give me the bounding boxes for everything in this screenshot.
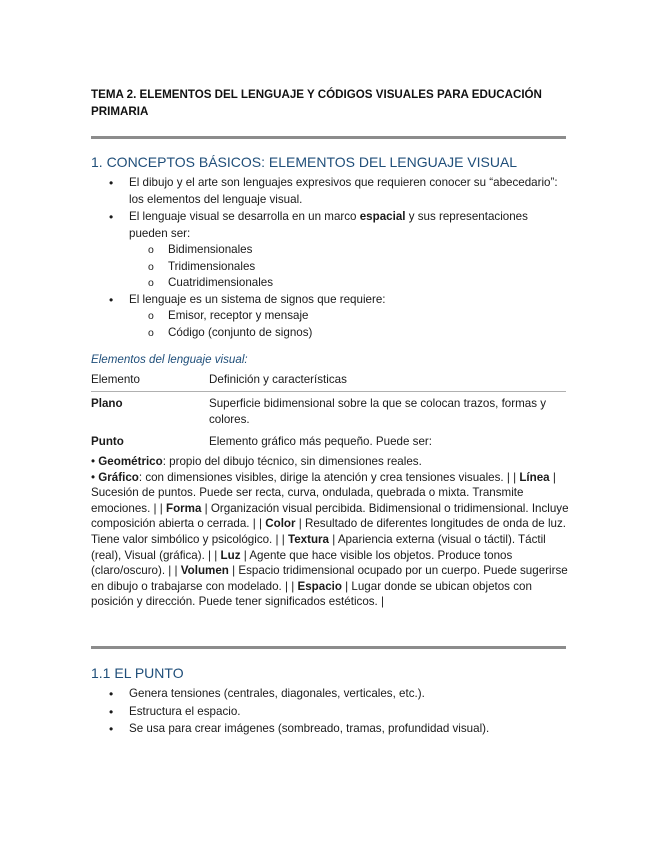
list-item: • Genera tensiones (centrales, diagonales, verticales, etc.). [91,686,566,703]
sub-list-item: o Código (conjunto de signos) [91,325,566,342]
section-heading-el-punto: 1.1 EL PUNTO [91,665,184,681]
section-heading-conceptos: 1. CONCEPTOS BÁSICOS: ELEMENTOS DEL LENGUAJE VISUAL [91,154,518,170]
table-cell-term: Punto [91,435,124,448]
sub-list-item: o Cuatridimensionales [91,275,566,292]
sub-list-item: o Bidimensionales [91,242,566,259]
column-header: Elemento [91,371,209,392]
list-item: • El dibujo y el arte son lenguajes expresivos que requieren conocer su “abecedario”: los elementos del lenguaje visual. [91,175,566,208]
table-header-row [91,371,566,392]
bold-term: espacial [359,210,406,223]
list-item: • Se usa para crear imágenes (sombreado, tramas, profundidad visual). [91,721,566,738]
punto-bullet-list [91,686,566,738]
table-cell-definition: Superficie bidimensional sobre la que se colocan trazos, formas y colores. [209,397,547,426]
sub-list-item: o Tridimensionales [91,259,566,276]
section-divider [91,136,566,139]
table-caption: Elementos del lenguaje visual: [91,353,248,366]
document-title: TEMA 2. ELEMENTOS DEL LENGUAJE Y CÓDIGOS VISUALES PARA EDUCACIÓN PRIMARIA [91,88,542,118]
column-header: Definición y características [209,371,566,392]
elements-table [91,371,566,452]
table-cell-term: Plano [91,397,123,410]
table-row [91,392,566,431]
list-item: • El lenguaje visual se desarrolla en un marco espacial y sus representaciones pueden ser: [91,209,566,242]
list-item: • El lenguaje es un sistema de signos que requiere: [91,292,566,309]
elements-paragraph: • Geométrico: propio del dibujo técnico, sin dimensiones reales. • Gráfico: con dimensiones visibles, dirige la atención y crea tensiones visuales. | | Línea | Sucesión de puntos. Puede ser recta, curva, ondulada, quebrada o mixta. Transmite emociones. | | Forma | Organización visual percibida. Bidimensional o tridimensional. Incluye composición abierta o cerrada. | | Color | Resultado de diferentes longitudes de onda de luz. Tiene valor simbólico y psicológico. | | Textura | Apariencia externa (visual o táctil). Táctil (real), Visual (gráfica). | | Luz | Agente que hace visible los objetos. Produce tonos (claro/oscuro). | | Volumen | Espacio tridimensional ocupado por un cuerpo. Puede sugerirse en dibujo o trabajarse con modelado. | | Espacio | Lugar donde se ubican objetos con posición y dirección. Puede tener significados estéticos. | [91,455,569,609]
table-cell-definition: Elemento gráfico más pequeño. Puede ser: [209,435,432,448]
list-item: • Estructura el espacio. [91,704,566,721]
concepts-bullet-list [91,175,566,341]
section-divider [91,646,566,649]
sub-list-item: o Emisor, receptor y mensaje [91,308,566,325]
table-row [91,430,566,452]
